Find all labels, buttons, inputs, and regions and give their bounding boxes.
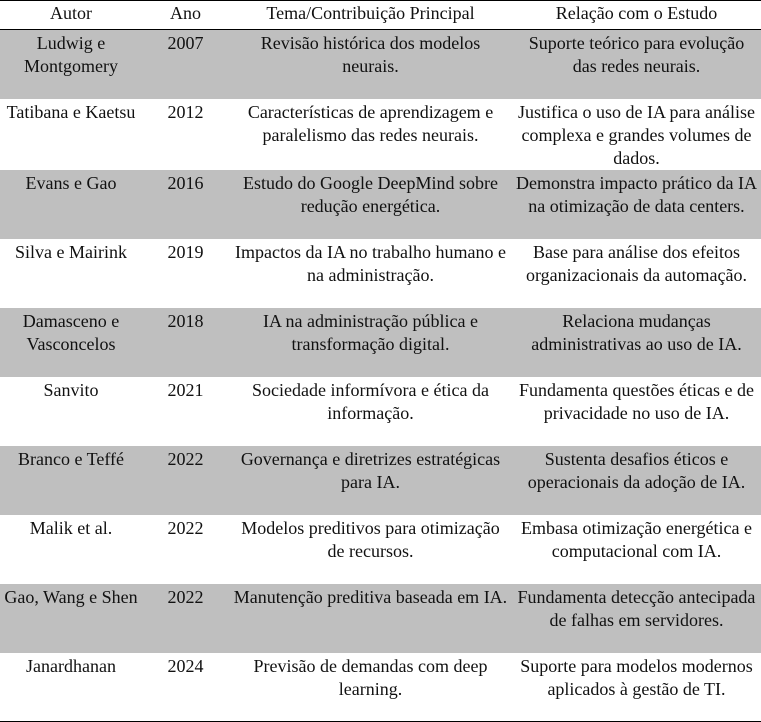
cell-tema: Governança e diretrizes estratégicas para IA. [229,446,512,515]
cell-tema: Características de aprendizagem e paralelismo das redes neurais. [247,101,494,145]
table-row [0,446,761,515]
cell-relacao: Fundamenta questões éticas e de privacidade no uso de IA. [519,379,754,423]
header-ano: Ano [142,1,229,30]
cell-tema: Previsão de demandas com deep learning. [229,653,512,722]
table-row [0,377,761,446]
cell-relacao: Embasa otimização energética e computacional com IA. [520,517,753,561]
cell-ano: 2022 [142,584,229,653]
cell-ano: 2021 [167,379,204,400]
cell-tema: Estudo do Google DeepMind sobre redução energética. [229,170,512,239]
cell-autor: Damasceno e Vasconcelos [0,308,142,377]
table-row [0,30,761,99]
cell-ano: 2007 [142,30,229,99]
cell-autor: Branco e Teffé [0,446,142,515]
cell-tema: Manutenção preditiva baseada em IA. [229,584,512,653]
cell-ano: 2019 [167,241,204,262]
cell-ano: 2022 [142,446,229,515]
table-row [0,515,761,584]
cell-tema: IA na administração pública e transformação digital. [229,308,512,377]
cell-relacao: Sustenta desafios éticos e operacionais da adoção de IA. [512,446,761,515]
cell-relacao: Justifica o uso de IA para análise complexa e grandes volumes de dados. [518,101,755,168]
cell-autor: Evans e Gao [0,170,142,239]
cell-ano: 2012 [167,101,204,122]
table-header [0,1,761,30]
header-tema: Tema/Contribuição Principal [229,1,512,30]
table-row [0,584,761,653]
cell-autor: Ludwig e Montgomery [0,30,142,99]
cell-relacao: Suporte para modelos modernos aplicados à gestão de TI. [512,653,761,722]
header-relacao: Relação com o Estudo [512,1,761,30]
cell-relacao: Base para análise dos efeitos organizacionais da automação. [525,241,748,285]
table-row [0,239,761,308]
cell-ano: 2022 [167,517,204,538]
cell-relacao: Fundamenta detecção antecipada de falhas em servidores. [512,584,761,653]
table-body [0,30,761,722]
cell-ano: 2018 [142,308,229,377]
cell-autor: Sanvito [43,379,99,400]
table-row [0,170,761,239]
cell-autor: Janardhanan [0,653,142,722]
cell-relacao: Suporte teórico para evolução das redes neurais. [512,30,761,99]
header-row [0,1,761,30]
table-row [0,308,761,377]
cell-tema: Modelos preditivos para otimização de recursos. [241,517,500,561]
cell-tema: Impactos da IA no trabalho humano e na administração. [235,241,506,285]
cell-tema: Sociedade informívora e ética da informação. [252,379,489,423]
cell-tema: Revisão histórica dos modelos neurais. [229,30,512,99]
cell-relacao: Demonstra impacto prático da IA na otimização de data centers. [512,170,761,239]
cell-autor: Gao, Wang e Shen [0,584,142,653]
header-autor: Autor [0,1,142,30]
cell-autor: Silva e Mairink [15,241,127,262]
cell-autor: Tatibana e Kaetsu [6,101,136,122]
cell-relacao: Relaciona mudanças administrativas ao uso de IA. [512,308,761,377]
cell-ano: 2016 [142,170,229,239]
table-row [0,99,761,170]
cell-ano: 2024 [142,653,229,722]
table-row [0,653,761,722]
cell-autor: Malik et al. [29,517,113,538]
